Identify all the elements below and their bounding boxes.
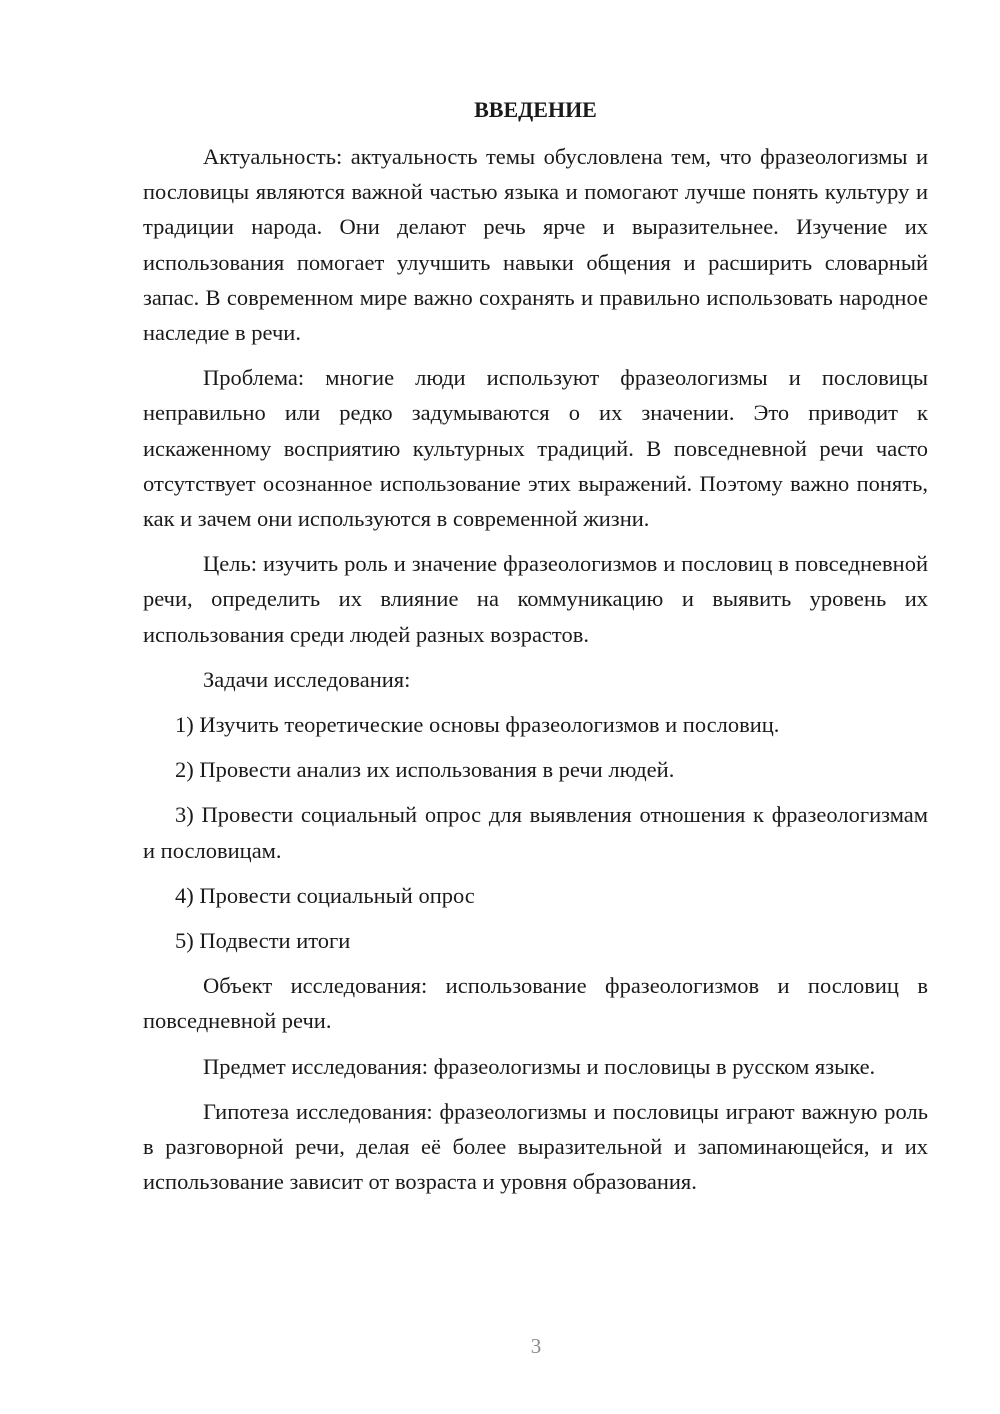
relevance-paragraph: Актуальность: актуальность темы обусловлена тем, что фразеологизмы и пословицы являются важной частью языка и помогают лучше понять культуру и традиции народа. Они делают речь ярче и выразительнее. Изучение их использования помогает улучшить навыки общения и расширить словарный запас. В современном мире важно сохранять и правильно использовать народное наследие в речи. <box>143 144 928 346</box>
task-item: 2) Провести анализ их использования в речи людей. <box>175 757 675 783</box>
page-title: ВВЕДЕНИЕ <box>474 97 597 122</box>
task-item: 4) Провести социальный опрос <box>175 882 475 908</box>
goal-paragraph: Цель: изучить роль и значение фразеологизмов и пословиц в повседневной речи, определить их влияние на коммуникацию и выявить уровень их использования среди людей разных возрастов. <box>143 551 928 647</box>
subject-paragraph: Предмет исследования: фразеологизмы и пословицы в русском языке. <box>203 1053 876 1079</box>
task-item: 5) Подвести итоги <box>175 928 351 954</box>
problem-paragraph: Проблема: многие люди используют фразеологизмы и пословицы неправильно или редко задумываются о их значении. Это приводит к искаженному восприятию культурных традиций. В повседневной речи часто отсутствует осознанное использование этих выражений. Поэтому важно понять, как и зачем они используются в современной жизни. <box>143 365 928 532</box>
page-content <box>143 93 928 1209</box>
object-paragraph: Объект исследования: использование фразеологизмов и пословиц в повседневной речи. <box>143 973 928 1034</box>
hypothesis-paragraph: Гипотеза исследования: фразеологизмы и пословицы играют важную роль в разговорной речи, делая её более выразительной и запоминающейся, и их использование зависит от возраста и уровня образования. <box>143 1098 928 1195</box>
task-item: 1) Изучить теоретические основы фразеологизмов и пословиц. <box>175 712 780 738</box>
task-item: 3) Провести социальный опрос для выявления отношения к фразеологизмам и пословицам. <box>143 802 928 863</box>
tasks-title: Задачи исследования: <box>203 666 411 692</box>
page-number: 3 <box>530 1334 542 1358</box>
